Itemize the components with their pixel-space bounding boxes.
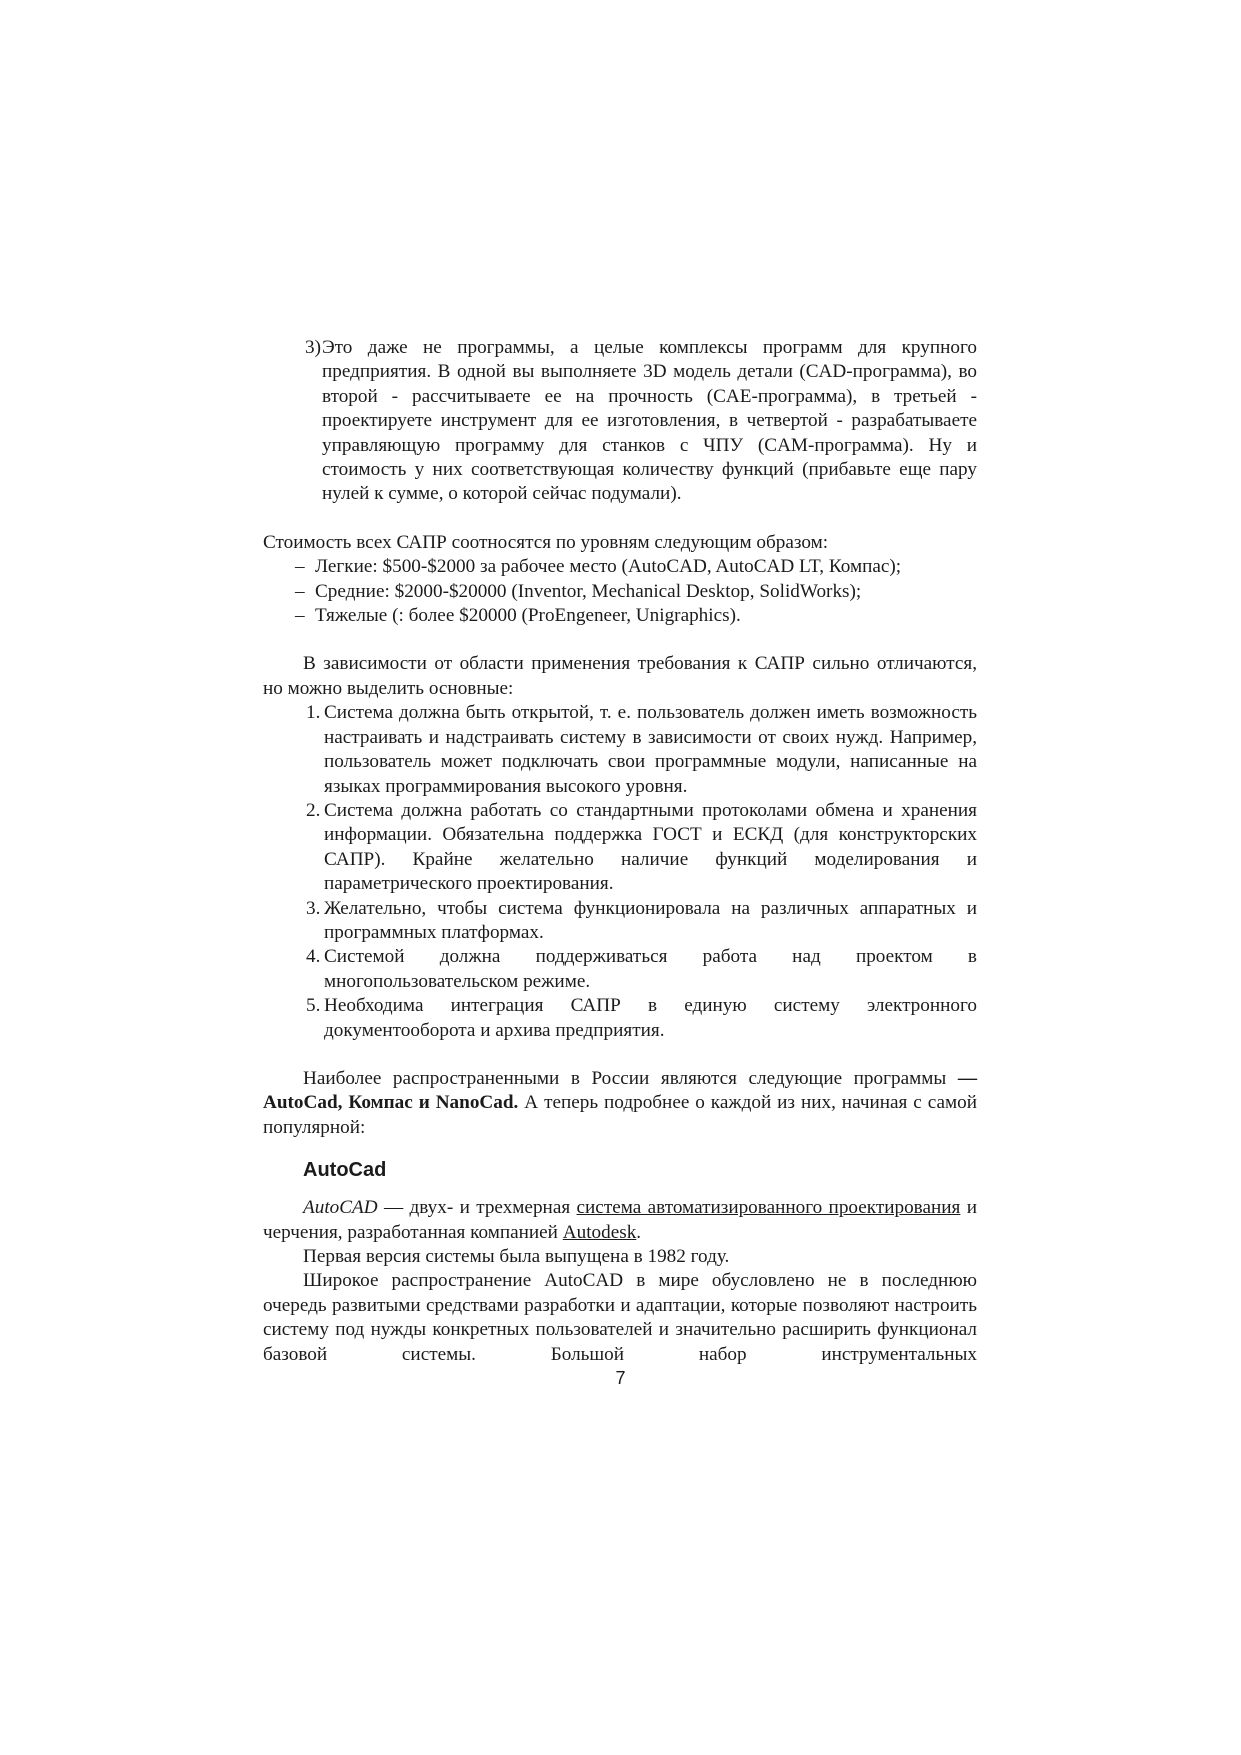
requirement-item bbox=[263, 701, 977, 799]
cost-list bbox=[263, 555, 977, 628]
cost-list-item bbox=[263, 604, 977, 628]
requirement-number: 1. bbox=[306, 702, 321, 724]
list-item-text: Это даже не программы, а целые комплексы программ для крупного предприятия. В одной вы выполняете 3D модель детали (CAD-программа), во второй - рассчитываете ее на прочность (CAE-программа), в третьей - проектируете инструмент для ее изготовления, в четвертой - разрабатываете управляющую программу для станков с ЧПУ (CAM-программа). Ну и стоимость у них соответствующая количеству функций (прибавьте еще пару нулей к сумме, о которой сейчас подумали). bbox=[322, 337, 977, 505]
requirement-text: Система должна быть открытой, т. е. пользователь должен иметь возможность настраивать и надстраивать систему в зависимости от своих нужд. Например, пользователь может подключать свои программные модули, написанные на языках программирования высокого уровня. bbox=[324, 702, 977, 797]
dash-marker: – bbox=[295, 556, 305, 578]
cad-system-link[interactable]: система автоматизированного проектирования bbox=[576, 1197, 961, 1219]
cost-list-item bbox=[263, 555, 977, 579]
autocad-text: . bbox=[636, 1221, 642, 1243]
autocad-heading: AutoCad bbox=[303, 1159, 387, 1182]
requirement-number: 4. bbox=[306, 946, 321, 968]
list-item-3 bbox=[263, 336, 977, 507]
page-body bbox=[263, 336, 977, 1367]
requirement-number: 2. bbox=[306, 799, 321, 821]
autocad-paragraph-2: Первая версия системы была выпущена в 1982 году. bbox=[303, 1246, 730, 1267]
cost-item-text: Легкие: $500-$2000 за рабочее место (AutoCAD, AutoCAD LT, Компас); bbox=[315, 556, 902, 578]
requirement-item bbox=[263, 994, 977, 1043]
cost-item-text: Средние: $2000-$20000 (Inventor, Mechanical Desktop, SolidWorks); bbox=[315, 580, 862, 602]
requirement-number: 5. bbox=[306, 995, 321, 1017]
autodesk-link[interactable]: Autodesk bbox=[562, 1221, 637, 1243]
popular-text-before: Наиболее распространенными в России являются следующие программы bbox=[303, 1067, 947, 1089]
autocad-text: и черчения, разработанная компанией bbox=[263, 1197, 977, 1243]
requirements-list bbox=[263, 701, 977, 1043]
requirement-item bbox=[263, 799, 977, 897]
cost-list-item bbox=[263, 580, 977, 604]
popular-text-after: А теперь подробнее о каждой из них, начиная с самой популярной: bbox=[263, 1092, 977, 1138]
requirement-item bbox=[263, 945, 977, 994]
popular-programs-bold: — AutoCad, Компас и NanoCad. bbox=[263, 1067, 978, 1114]
requirement-text: Желательно, чтобы система функционировала на различных аппаратных и программных платформах. bbox=[324, 897, 977, 943]
requirement-text: Система должна работать со стандартными протоколами обмена и хранения информации. Обязательна поддержка ГОСТ и ЕСКД (для конструкторских САПР). Крайне желательно наличие функций моделирования и параметрического проектирования. bbox=[324, 799, 977, 895]
cost-intro: Стоимость всех САПР соотносятся по уровням следующим образом: bbox=[263, 531, 829, 553]
popular-paragraph bbox=[263, 1067, 977, 1140]
list-item-number: 3) bbox=[305, 337, 321, 358]
page-number: 7 bbox=[615, 1368, 626, 1388]
cost-section bbox=[263, 531, 977, 629]
autocad-paragraph-3: Широкое распространение AutoCAD в мире обусловлено не в последнюю очередь развитыми средствами разработки и адаптации, которые позволяют настроить систему под нужды конкретных пользователей и значительно расширить функционал базовой системы. Большой набор инструментальных bbox=[263, 1270, 977, 1365]
dash-marker: – bbox=[295, 605, 305, 627]
requirement-item bbox=[263, 897, 977, 946]
requirement-text: Системой должна поддерживаться работа над проектом в многопользовательском режиме. bbox=[324, 946, 977, 992]
cost-item-text: Тяжелые (: более $20000 (ProEngeneer, Unigraphics). bbox=[315, 605, 741, 627]
requirement-number: 3. bbox=[306, 897, 321, 919]
autocad-paragraph-1 bbox=[263, 1196, 977, 1245]
requirement-text: Необходима интеграция САПР в единую систему электронного документооборота и архива предприятия. bbox=[324, 995, 977, 1041]
autocad-name-italic: AutoCAD bbox=[303, 1197, 378, 1219]
requirements-section bbox=[263, 652, 977, 1043]
autocad-text: — двух- и трехмерная bbox=[377, 1197, 577, 1219]
dash-marker: – bbox=[295, 580, 305, 602]
requirements-intro: В зависимости от области применения требования к САПР сильно отличаются, но можно выделить основные: bbox=[263, 653, 977, 699]
popular-section bbox=[263, 1067, 977, 1140]
